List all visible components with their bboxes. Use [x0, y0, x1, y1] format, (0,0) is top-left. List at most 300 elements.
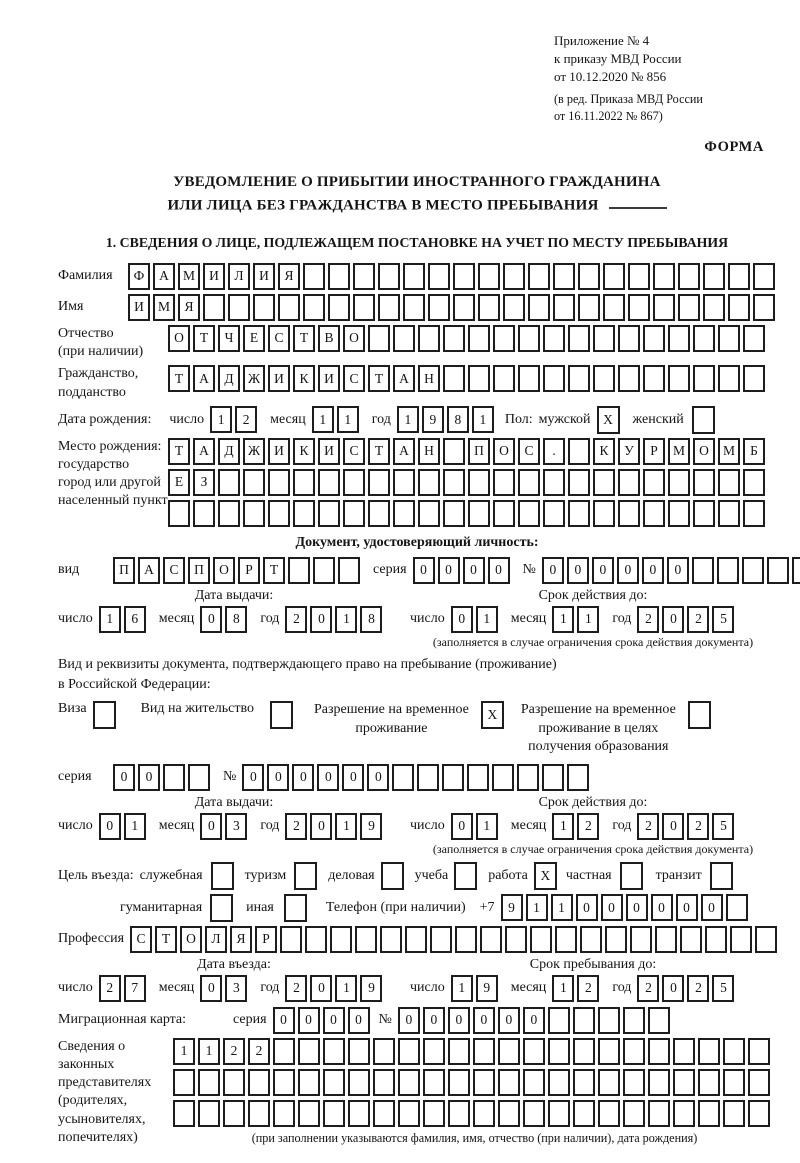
char-cell[interactable] [655, 926, 677, 953]
char-cell[interactable] [243, 469, 265, 496]
char-cell[interactable] [303, 294, 325, 321]
char-cell[interactable]: О [180, 926, 202, 953]
char-cell[interactable]: 0 [367, 764, 389, 791]
char-cell[interactable]: 1 [99, 606, 121, 633]
char-cell[interactable]: 2 [99, 975, 121, 1002]
char-cell[interactable] [218, 469, 240, 496]
char-cell[interactable] [393, 500, 415, 527]
char-cell[interactable]: 0 [617, 557, 639, 584]
char-cell[interactable] [403, 294, 425, 321]
char-cell[interactable]: 1 [210, 406, 232, 433]
char-cell[interactable]: 2 [577, 813, 599, 840]
char-cell[interactable]: 0 [99, 813, 121, 840]
char-cell[interactable]: 0 [413, 557, 435, 584]
char-cell[interactable]: Ж [243, 365, 265, 392]
char-cell[interactable] [698, 1038, 720, 1065]
char-cell[interactable] [673, 1100, 695, 1127]
char-cell[interactable] [398, 1038, 420, 1065]
char-cell[interactable]: 2 [687, 813, 709, 840]
char-cell[interactable] [618, 469, 640, 496]
char-cell[interactable]: 5 [712, 813, 734, 840]
char-cell[interactable]: 0 [662, 813, 684, 840]
char-cell[interactable] [548, 1038, 570, 1065]
char-cell[interactable] [223, 1100, 245, 1127]
char-cell[interactable] [493, 469, 515, 496]
char-cell[interactable]: В [318, 325, 340, 352]
char-cell[interactable]: Н [418, 438, 440, 465]
char-cell[interactable]: 0 [701, 894, 723, 921]
char-cell[interactable] [543, 469, 565, 496]
char-cell[interactable] [448, 1069, 470, 1096]
char-cell[interactable] [378, 263, 400, 290]
char-cell[interactable] [503, 294, 525, 321]
char-cell[interactable] [553, 263, 575, 290]
char-cell[interactable] [423, 1069, 445, 1096]
char-cell[interactable] [718, 500, 740, 527]
char-cell[interactable]: А [193, 365, 215, 392]
char-cell[interactable] [718, 365, 740, 392]
char-cell[interactable] [505, 926, 527, 953]
char-cell[interactable]: 2 [235, 406, 257, 433]
char-cell[interactable]: 9 [476, 975, 498, 1002]
char-cell[interactable] [403, 263, 425, 290]
char-cell[interactable] [163, 764, 185, 791]
char-cell[interactable] [573, 1007, 595, 1034]
char-cell[interactable]: 0 [662, 975, 684, 1002]
char-cell[interactable] [703, 263, 725, 290]
char-cell[interactable] [453, 294, 475, 321]
char-cell[interactable]: 0 [576, 894, 598, 921]
char-cell[interactable] [623, 1100, 645, 1127]
char-cell[interactable]: Я [230, 926, 252, 953]
char-cell[interactable] [555, 926, 577, 953]
char-cell[interactable] [573, 1038, 595, 1065]
char-cell[interactable] [473, 1069, 495, 1096]
char-cell[interactable]: М [178, 263, 200, 290]
char-cell[interactable] [618, 365, 640, 392]
char-cell[interactable] [418, 469, 440, 496]
char-cell[interactable]: Д [218, 365, 240, 392]
char-cell[interactable]: О [168, 325, 190, 352]
char-cell[interactable] [748, 1069, 770, 1096]
char-cell[interactable] [268, 469, 290, 496]
char-cell[interactable]: А [193, 438, 215, 465]
char-cell[interactable] [280, 926, 302, 953]
char-cell[interactable] [523, 1038, 545, 1065]
char-cell[interactable]: Р [643, 438, 665, 465]
char-cell[interactable]: 1 [577, 606, 599, 633]
char-cell[interactable] [443, 469, 465, 496]
char-cell[interactable] [593, 365, 615, 392]
char-cell[interactable]: И [268, 365, 290, 392]
char-cell[interactable] [348, 1069, 370, 1096]
char-cell[interactable]: 0 [292, 764, 314, 791]
purpose-humanitarian-checkbox[interactable] [210, 894, 233, 922]
char-cell[interactable] [728, 294, 750, 321]
char-cell[interactable]: 2 [285, 606, 307, 633]
char-cell[interactable] [173, 1100, 195, 1127]
char-cell[interactable] [593, 500, 615, 527]
char-cell[interactable]: Я [178, 294, 200, 321]
char-cell[interactable] [193, 500, 215, 527]
char-cell[interactable] [492, 764, 514, 791]
char-cell[interactable] [493, 365, 515, 392]
char-cell[interactable]: О [493, 438, 515, 465]
char-cell[interactable] [467, 764, 489, 791]
char-cell[interactable]: О [343, 325, 365, 352]
char-cell[interactable] [573, 1100, 595, 1127]
char-cell[interactable] [643, 500, 665, 527]
char-cell[interactable] [473, 1038, 495, 1065]
char-cell[interactable]: 3 [225, 975, 247, 1002]
char-cell[interactable] [568, 365, 590, 392]
char-cell[interactable]: 0 [267, 764, 289, 791]
char-cell[interactable]: 0 [498, 1007, 520, 1034]
char-cell[interactable]: 0 [473, 1007, 495, 1034]
char-cell[interactable] [792, 557, 800, 584]
char-cell[interactable]: 0 [423, 1007, 445, 1034]
char-cell[interactable]: Е [243, 325, 265, 352]
char-cell[interactable] [273, 1100, 295, 1127]
char-cell[interactable] [668, 325, 690, 352]
char-cell[interactable] [298, 1069, 320, 1096]
char-cell[interactable]: 3 [225, 813, 247, 840]
char-cell[interactable]: 1 [552, 813, 574, 840]
char-cell[interactable]: И [253, 263, 275, 290]
purpose-official-checkbox[interactable] [211, 862, 234, 890]
char-cell[interactable]: Р [238, 557, 260, 584]
char-cell[interactable] [743, 469, 765, 496]
char-cell[interactable]: 1 [337, 406, 359, 433]
char-cell[interactable] [478, 294, 500, 321]
char-cell[interactable]: А [393, 365, 415, 392]
char-cell[interactable] [418, 500, 440, 527]
char-cell[interactable] [518, 500, 540, 527]
char-cell[interactable] [405, 926, 427, 953]
char-cell[interactable]: С [343, 365, 365, 392]
char-cell[interactable] [726, 894, 748, 921]
char-cell[interactable] [623, 1007, 645, 1034]
char-cell[interactable] [478, 263, 500, 290]
char-cell[interactable]: З [193, 469, 215, 496]
char-cell[interactable] [542, 764, 564, 791]
char-cell[interactable] [423, 1038, 445, 1065]
char-cell[interactable]: 2 [285, 813, 307, 840]
char-cell[interactable]: 0 [273, 1007, 295, 1034]
char-cell[interactable]: 9 [501, 894, 523, 921]
char-cell[interactable]: 2 [637, 813, 659, 840]
char-cell[interactable]: 7 [124, 975, 146, 1002]
char-cell[interactable]: 1 [476, 813, 498, 840]
char-cell[interactable]: 5 [712, 975, 734, 1002]
char-cell[interactable]: Ж [243, 438, 265, 465]
char-cell[interactable] [623, 1069, 645, 1096]
char-cell[interactable] [353, 294, 375, 321]
char-cell[interactable]: С [518, 438, 540, 465]
char-cell[interactable] [603, 294, 625, 321]
char-cell[interactable] [748, 1100, 770, 1127]
char-cell[interactable] [343, 469, 365, 496]
char-cell[interactable] [643, 325, 665, 352]
char-cell[interactable]: 8 [447, 406, 469, 433]
char-cell[interactable]: 0 [676, 894, 698, 921]
char-cell[interactable]: 0 [567, 557, 589, 584]
char-cell[interactable] [398, 1100, 420, 1127]
residence-permit-checkbox[interactable] [270, 701, 293, 729]
purpose-other-checkbox[interactable] [284, 894, 307, 922]
char-cell[interactable] [593, 469, 615, 496]
char-cell[interactable] [693, 325, 715, 352]
char-cell[interactable]: 2 [285, 975, 307, 1002]
char-cell[interactable] [678, 294, 700, 321]
char-cell[interactable] [328, 263, 350, 290]
char-cell[interactable] [693, 500, 715, 527]
char-cell[interactable] [298, 1038, 320, 1065]
char-cell[interactable] [568, 469, 590, 496]
char-cell[interactable] [248, 1100, 270, 1127]
char-cell[interactable] [753, 263, 775, 290]
char-cell[interactable]: 2 [637, 975, 659, 1002]
char-cell[interactable]: 1 [472, 406, 494, 433]
char-cell[interactable] [578, 263, 600, 290]
char-cell[interactable] [473, 1100, 495, 1127]
char-cell[interactable] [418, 325, 440, 352]
char-cell[interactable] [630, 926, 652, 953]
char-cell[interactable]: К [293, 438, 315, 465]
char-cell[interactable] [493, 325, 515, 352]
char-cell[interactable]: 1 [335, 813, 357, 840]
char-cell[interactable]: 2 [687, 975, 709, 1002]
char-cell[interactable] [553, 294, 575, 321]
char-cell[interactable] [498, 1069, 520, 1096]
char-cell[interactable] [517, 764, 539, 791]
char-cell[interactable] [723, 1038, 745, 1065]
purpose-business-checkbox[interactable] [381, 862, 404, 890]
char-cell[interactable]: С [268, 325, 290, 352]
char-cell[interactable] [528, 294, 550, 321]
char-cell[interactable] [353, 263, 375, 290]
char-cell[interactable] [523, 1069, 545, 1096]
char-cell[interactable]: 0 [298, 1007, 320, 1034]
char-cell[interactable]: Т [168, 438, 190, 465]
char-cell[interactable] [643, 469, 665, 496]
char-cell[interactable]: Т [155, 926, 177, 953]
char-cell[interactable]: 0 [310, 606, 332, 633]
char-cell[interactable] [373, 1038, 395, 1065]
char-cell[interactable] [673, 1038, 695, 1065]
char-cell[interactable] [378, 294, 400, 321]
char-cell[interactable] [278, 294, 300, 321]
char-cell[interactable]: И [318, 438, 340, 465]
char-cell[interactable] [228, 294, 250, 321]
char-cell[interactable] [643, 365, 665, 392]
char-cell[interactable]: М [668, 438, 690, 465]
char-cell[interactable] [428, 294, 450, 321]
char-cell[interactable] [518, 469, 540, 496]
char-cell[interactable] [373, 1100, 395, 1127]
char-cell[interactable]: А [393, 438, 415, 465]
char-cell[interactable]: М [153, 294, 175, 321]
char-cell[interactable]: 0 [200, 606, 222, 633]
purpose-tourism-checkbox[interactable] [294, 862, 317, 890]
char-cell[interactable] [253, 294, 275, 321]
char-cell[interactable] [753, 294, 775, 321]
char-cell[interactable] [468, 325, 490, 352]
char-cell[interactable] [653, 294, 675, 321]
char-cell[interactable] [355, 926, 377, 953]
char-cell[interactable] [678, 263, 700, 290]
char-cell[interactable]: И [268, 438, 290, 465]
char-cell[interactable] [493, 500, 515, 527]
char-cell[interactable] [373, 1069, 395, 1096]
char-cell[interactable]: Н [418, 365, 440, 392]
char-cell[interactable] [313, 557, 335, 584]
char-cell[interactable]: 1 [552, 975, 574, 1002]
char-cell[interactable]: С [163, 557, 185, 584]
char-cell[interactable]: Л [228, 263, 250, 290]
purpose-work-checkbox[interactable]: X [534, 862, 557, 890]
char-cell[interactable]: 0 [651, 894, 673, 921]
char-cell[interactable] [518, 365, 540, 392]
char-cell[interactable] [743, 365, 765, 392]
char-cell[interactable]: 2 [223, 1038, 245, 1065]
char-cell[interactable] [568, 438, 590, 465]
char-cell[interactable] [293, 500, 315, 527]
char-cell[interactable] [305, 926, 327, 953]
char-cell[interactable]: 1 [124, 813, 146, 840]
char-cell[interactable] [668, 365, 690, 392]
char-cell[interactable]: 1 [173, 1038, 195, 1065]
char-cell[interactable] [318, 500, 340, 527]
purpose-private-checkbox[interactable] [620, 862, 643, 890]
char-cell[interactable] [543, 325, 565, 352]
char-cell[interactable] [648, 1038, 670, 1065]
char-cell[interactable]: У [618, 438, 640, 465]
char-cell[interactable]: П [468, 438, 490, 465]
char-cell[interactable] [648, 1007, 670, 1034]
char-cell[interactable]: К [293, 365, 315, 392]
char-cell[interactable] [298, 1100, 320, 1127]
char-cell[interactable]: 0 [448, 1007, 470, 1034]
char-cell[interactable]: К [593, 438, 615, 465]
char-cell[interactable] [648, 1100, 670, 1127]
char-cell[interactable]: Т [368, 438, 390, 465]
char-cell[interactable]: Т [368, 365, 390, 392]
char-cell[interactable]: 0 [200, 813, 222, 840]
char-cell[interactable] [548, 1007, 570, 1034]
char-cell[interactable]: Я [278, 263, 300, 290]
char-cell[interactable]: 0 [451, 813, 473, 840]
char-cell[interactable] [268, 500, 290, 527]
char-cell[interactable]: 1 [551, 894, 573, 921]
char-cell[interactable]: 0 [310, 813, 332, 840]
char-cell[interactable] [303, 263, 325, 290]
char-cell[interactable] [718, 469, 740, 496]
char-cell[interactable] [288, 557, 310, 584]
char-cell[interactable]: 0 [242, 764, 264, 791]
char-cell[interactable]: 1 [526, 894, 548, 921]
char-cell[interactable] [443, 438, 465, 465]
char-cell[interactable]: Т [193, 325, 215, 352]
char-cell[interactable]: П [113, 557, 135, 584]
char-cell[interactable] [518, 325, 540, 352]
char-cell[interactable]: Т [263, 557, 285, 584]
female-checkbox[interactable] [692, 406, 715, 434]
char-cell[interactable] [273, 1038, 295, 1065]
char-cell[interactable]: А [138, 557, 160, 584]
char-cell[interactable] [573, 1069, 595, 1096]
char-cell[interactable] [723, 1069, 745, 1096]
char-cell[interactable]: 0 [342, 764, 364, 791]
char-cell[interactable] [380, 926, 402, 953]
char-cell[interactable]: 0 [662, 606, 684, 633]
male-checkbox[interactable]: X [597, 406, 620, 434]
char-cell[interactable]: 8 [225, 606, 247, 633]
char-cell[interactable] [428, 263, 450, 290]
purpose-transit-checkbox[interactable] [710, 862, 733, 890]
char-cell[interactable] [543, 500, 565, 527]
char-cell[interactable] [168, 500, 190, 527]
char-cell[interactable]: 0 [138, 764, 160, 791]
char-cell[interactable] [423, 1100, 445, 1127]
char-cell[interactable]: 1 [335, 975, 357, 1002]
char-cell[interactable]: Ч [218, 325, 240, 352]
char-cell[interactable]: А [153, 263, 175, 290]
char-cell[interactable] [430, 926, 452, 953]
char-cell[interactable]: 1 [312, 406, 334, 433]
char-cell[interactable] [580, 926, 602, 953]
char-cell[interactable]: 1 [451, 975, 473, 1002]
char-cell[interactable]: 2 [248, 1038, 270, 1065]
char-cell[interactable] [568, 325, 590, 352]
char-cell[interactable]: И [128, 294, 150, 321]
char-cell[interactable] [188, 764, 210, 791]
char-cell[interactable]: Л [205, 926, 227, 953]
char-cell[interactable] [578, 294, 600, 321]
char-cell[interactable] [693, 365, 715, 392]
char-cell[interactable]: 0 [310, 975, 332, 1002]
char-cell[interactable] [668, 500, 690, 527]
char-cell[interactable] [443, 325, 465, 352]
char-cell[interactable] [398, 1069, 420, 1096]
char-cell[interactable]: Д [218, 438, 240, 465]
char-cell[interactable] [273, 1069, 295, 1096]
char-cell[interactable] [442, 764, 464, 791]
char-cell[interactable]: 0 [523, 1007, 545, 1034]
char-cell[interactable] [368, 325, 390, 352]
char-cell[interactable] [448, 1038, 470, 1065]
char-cell[interactable] [668, 469, 690, 496]
char-cell[interactable] [623, 1038, 645, 1065]
char-cell[interactable]: 2 [637, 606, 659, 633]
char-cell[interactable]: 9 [360, 975, 382, 1002]
char-cell[interactable]: С [343, 438, 365, 465]
char-cell[interactable] [743, 500, 765, 527]
char-cell[interactable] [468, 365, 490, 392]
char-cell[interactable] [603, 263, 625, 290]
char-cell[interactable] [598, 1007, 620, 1034]
char-cell[interactable] [223, 1069, 245, 1096]
char-cell[interactable] [653, 263, 675, 290]
char-cell[interactable] [468, 500, 490, 527]
char-cell[interactable]: Р [255, 926, 277, 953]
char-cell[interactable]: 0 [348, 1007, 370, 1034]
temp-residence-checkbox[interactable]: X [481, 701, 504, 729]
char-cell[interactable]: 6 [124, 606, 146, 633]
char-cell[interactable]: 9 [422, 406, 444, 433]
char-cell[interactable]: 0 [323, 1007, 345, 1034]
char-cell[interactable] [605, 926, 627, 953]
